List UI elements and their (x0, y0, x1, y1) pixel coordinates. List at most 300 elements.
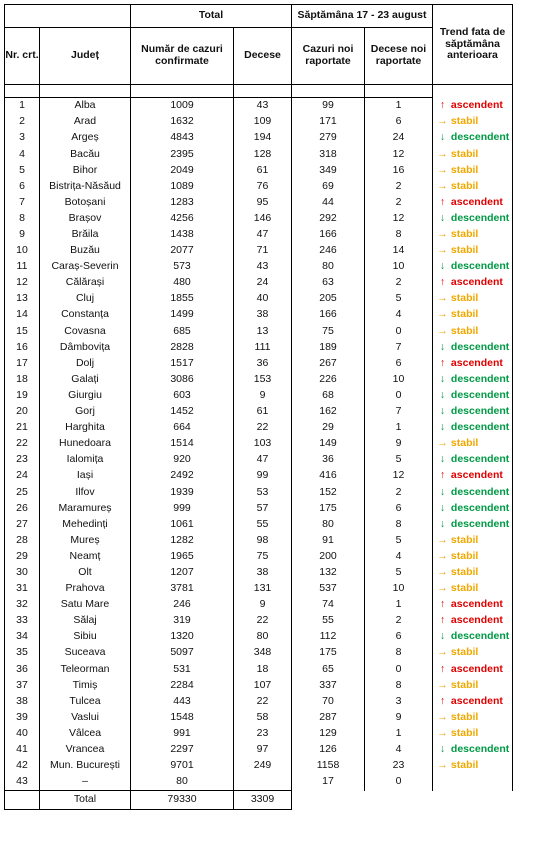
cell-decese: 43 (234, 259, 292, 275)
cell-decese: 47 (234, 227, 292, 243)
cell-cazuri-noi: 162 (292, 404, 365, 420)
cell-decese-noi: 14 (365, 243, 433, 259)
cell-trend (433, 710, 513, 726)
table-row (5, 275, 513, 291)
cell-cazuri: 1283 (131, 195, 234, 211)
cell-trend (433, 388, 513, 404)
cell-cazuri: 1438 (131, 227, 234, 243)
cell-trend (433, 597, 513, 613)
cell-decese-noi: 5 (365, 291, 433, 307)
total-cazuri: 79330 (131, 791, 234, 810)
cell-decese: 131 (234, 581, 292, 597)
header-decese: Decese (234, 28, 292, 85)
cell-judet: Mehedinți (40, 516, 131, 532)
cell-trend (433, 549, 513, 565)
cell-trend (433, 404, 513, 420)
cell-trend (433, 452, 513, 468)
table-row (5, 710, 513, 726)
cell-decese-noi: 12 (365, 468, 433, 484)
arrow-right-icon: → (437, 179, 448, 192)
cell-cazuri-noi: 149 (292, 436, 365, 452)
cell-judet: Bihor (40, 162, 131, 178)
cell-decese: 98 (234, 533, 292, 549)
trend-label: ascendent (450, 276, 503, 289)
cell-cazuri-noi: 69 (292, 178, 365, 194)
cell-decese: 36 (234, 356, 292, 372)
arrow-down-icon: ↓ (439, 485, 446, 498)
cell-decese-noi: 2 (365, 178, 433, 194)
cell-judet: Ilfov (40, 484, 131, 500)
arrow-right-icon: → (437, 147, 448, 160)
cell-cazuri: 3781 (131, 581, 234, 597)
cell-trend (433, 291, 513, 307)
cell-judet: Sibiu (40, 629, 131, 645)
cell-decese-noi: 23 (365, 758, 433, 774)
cell-trend (433, 162, 513, 178)
cell-judet: Gorj (40, 404, 131, 420)
cell-decese: 22 (234, 420, 292, 436)
cell-cazuri: 1061 (131, 516, 234, 532)
cell-trend (433, 645, 513, 661)
cell-trend (433, 436, 513, 452)
table-row (5, 661, 513, 677)
cell-nr: 34 (5, 629, 40, 645)
cell-decese-noi: 1 (365, 420, 433, 436)
cell-judet: Mun. București (40, 758, 131, 774)
header-spacer-row (5, 85, 513, 98)
arrow-right-icon: → (437, 244, 448, 257)
cell-trend (433, 243, 513, 259)
cell-cazuri-noi: 80 (292, 516, 365, 532)
cell-judet: Prahova (40, 581, 131, 597)
cell-cazuri-noi: 112 (292, 629, 365, 645)
table-row (5, 484, 513, 500)
cell-judet: Călărași (40, 275, 131, 291)
cell-nr: 31 (5, 581, 40, 597)
cell-decese: 99 (234, 468, 292, 484)
total-blank (292, 791, 513, 810)
trend-label: stabil (450, 582, 479, 595)
cell-nr: 41 (5, 742, 40, 758)
spacer-cell (40, 85, 131, 98)
cell-decese-noi: 0 (365, 774, 433, 791)
arrow-right-icon: → (437, 565, 448, 578)
cell-cazuri-noi: 152 (292, 484, 365, 500)
cell-nr: 20 (5, 404, 40, 420)
cell-decese: 61 (234, 404, 292, 420)
cell-cazuri: 1207 (131, 565, 234, 581)
cell-judet: Iași (40, 468, 131, 484)
trend-label: stabil (450, 565, 479, 578)
arrow-right-icon: → (437, 710, 448, 723)
cell-decese: 24 (234, 275, 292, 291)
table-row (5, 307, 513, 323)
arrow-down-icon: ↓ (439, 453, 446, 466)
cell-trend (433, 742, 513, 758)
cell-judet: Tulcea (40, 693, 131, 709)
cell-judet: Dolj (40, 356, 131, 372)
cell-decese: 146 (234, 211, 292, 227)
cell-decese-noi: 0 (365, 661, 433, 677)
cell-nr: 33 (5, 613, 40, 629)
table-row (5, 211, 513, 227)
arrow-right-icon: → (437, 228, 448, 241)
cell-decese: 75 (234, 549, 292, 565)
table-row (5, 178, 513, 194)
cell-decese-noi: 1 (365, 726, 433, 742)
trend-label: descendent (450, 517, 510, 530)
cell-decese: 23 (234, 726, 292, 742)
cell-decese-noi: 1 (365, 597, 433, 613)
cell-nr: 40 (5, 726, 40, 742)
cell-judet: Cluj (40, 291, 131, 307)
arrow-down-icon: ↓ (439, 743, 446, 756)
cell-decese: 111 (234, 339, 292, 355)
cell-trend (433, 677, 513, 693)
arrow-down-icon: ↓ (439, 211, 446, 224)
cell-decese-noi: 6 (365, 356, 433, 372)
cell-nr: 15 (5, 323, 40, 339)
cell-judet: Bistrița-Năsăud (40, 178, 131, 194)
cell-nr: 28 (5, 533, 40, 549)
cell-nr: 21 (5, 420, 40, 436)
cell-nr: 11 (5, 259, 40, 275)
cell-cazuri-noi: 65 (292, 661, 365, 677)
header-group-total: Total (131, 5, 292, 28)
cell-decese-noi: 10 (365, 259, 433, 275)
cell-decese-noi: 5 (365, 565, 433, 581)
cell-cazuri: 80 (131, 774, 234, 791)
trend-label: descendent (450, 485, 510, 498)
arrow-right-icon: → (437, 726, 448, 739)
table-row (5, 533, 513, 549)
trend-label: stabil (450, 324, 479, 337)
cell-judet: Mureș (40, 533, 131, 549)
table-row (5, 516, 513, 532)
cell-decese-noi: 12 (365, 211, 433, 227)
arrow-right-icon: → (437, 582, 448, 595)
cell-decese-noi: 0 (365, 323, 433, 339)
cell-trend (433, 275, 513, 291)
cell-nr: 24 (5, 468, 40, 484)
cell-decese-noi: 2 (365, 484, 433, 500)
cell-cazuri-noi: 132 (292, 565, 365, 581)
arrow-right-icon: → (437, 533, 448, 546)
cell-cazuri: 1499 (131, 307, 234, 323)
cell-judet: Suceava (40, 645, 131, 661)
table-row (5, 339, 513, 355)
trend-label: descendent (450, 453, 510, 466)
cell-judet: Galați (40, 372, 131, 388)
cell-decese: 348 (234, 645, 292, 661)
cell-decese: 22 (234, 693, 292, 709)
cell-trend (433, 484, 513, 500)
header-group-row (5, 5, 513, 28)
spacer-cell (131, 85, 234, 98)
cell-cazuri-noi: 75 (292, 323, 365, 339)
cell-decese-noi: 5 (365, 452, 433, 468)
cell-judet: Constanța (40, 307, 131, 323)
cell-judet: Vaslui (40, 710, 131, 726)
trend-label: ascendent (450, 195, 503, 208)
arrow-right-icon: → (437, 437, 448, 450)
table-row (5, 356, 513, 372)
cell-decese: 153 (234, 372, 292, 388)
table-row (5, 500, 513, 516)
table-row (5, 146, 513, 162)
arrow-up-icon: ↑ (439, 469, 446, 482)
table-row (5, 549, 513, 565)
cell-nr: 12 (5, 275, 40, 291)
table-row (5, 597, 513, 613)
cell-decese-noi: 3 (365, 693, 433, 709)
trend-label: descendent (450, 260, 510, 273)
cell-decese-noi: 4 (365, 549, 433, 565)
cell-judet: Covasna (40, 323, 131, 339)
cell-nr: 27 (5, 516, 40, 532)
cell-cazuri-noi: 44 (292, 195, 365, 211)
cell-decese-noi: 12 (365, 146, 433, 162)
cell-nr: 30 (5, 565, 40, 581)
arrow-right-icon: → (437, 292, 448, 305)
cell-decese-noi: 6 (365, 114, 433, 130)
trend-label: stabil (450, 292, 479, 305)
cell-decese: 103 (234, 436, 292, 452)
cell-decese-noi: 2 (365, 275, 433, 291)
cell-nr: 2 (5, 114, 40, 130)
trend-label: stabil (450, 179, 479, 192)
arrow-up-icon: ↑ (439, 276, 446, 289)
cell-cazuri-noi: 189 (292, 339, 365, 355)
cell-cazuri-noi: 74 (292, 597, 365, 613)
cell-decese-noi: 6 (365, 500, 433, 516)
trend-label: ascendent (450, 469, 503, 482)
arrow-right-icon: → (437, 115, 448, 128)
cell-decese-noi: 9 (365, 710, 433, 726)
cell-judet: Neamț (40, 549, 131, 565)
cell-nr: 6 (5, 178, 40, 194)
cell-trend (433, 516, 513, 532)
cell-nr: 37 (5, 677, 40, 693)
cell-decese: 40 (234, 291, 292, 307)
cell-decese-noi: 2 (365, 195, 433, 211)
arrow-right-icon: → (437, 678, 448, 691)
cell-decese-noi: 8 (365, 677, 433, 693)
cell-cazuri: 999 (131, 500, 234, 516)
cell-cazuri: 2077 (131, 243, 234, 259)
cell-cazuri: 1517 (131, 356, 234, 372)
table-row (5, 291, 513, 307)
table-row (5, 323, 513, 339)
arrow-up-icon: ↑ (439, 356, 446, 369)
cell-trend (433, 468, 513, 484)
cell-decese: 97 (234, 742, 292, 758)
arrow-right-icon: → (437, 163, 448, 176)
cell-judet: Sălaj (40, 613, 131, 629)
trend-label: descendent (450, 372, 510, 385)
cell-decese: 76 (234, 178, 292, 194)
cell-trend (433, 356, 513, 372)
cell-nr: 13 (5, 291, 40, 307)
cell-cazuri-noi: 267 (292, 356, 365, 372)
arrow-right-icon: → (437, 308, 448, 321)
cell-judet: Botoșani (40, 195, 131, 211)
arrow-up-icon: ↑ (439, 662, 446, 675)
cell-cazuri-noi: 171 (292, 114, 365, 130)
spacer-cell (5, 85, 40, 98)
table-row (5, 565, 513, 581)
arrow-down-icon: ↓ (439, 421, 446, 434)
total-empty-cell (5, 791, 40, 810)
cell-cazuri-noi: 318 (292, 146, 365, 162)
cell-cazuri-noi: 80 (292, 259, 365, 275)
arrow-up-icon: ↑ (439, 694, 446, 707)
cell-decese (234, 774, 292, 791)
cell-judet: Harghita (40, 420, 131, 436)
cell-decese-noi: 10 (365, 581, 433, 597)
cell-cazuri-noi: 175 (292, 645, 365, 661)
cell-cazuri-noi: 175 (292, 500, 365, 516)
cell-cazuri: 1089 (131, 178, 234, 194)
cell-trend (433, 613, 513, 629)
cell-judet: Ialomița (40, 452, 131, 468)
cell-cazuri-noi: 17 (292, 774, 365, 791)
trend-label: descendent (450, 743, 510, 756)
spacer-cell (365, 85, 433, 98)
cell-decese-noi: 5 (365, 533, 433, 549)
cell-trend (433, 758, 513, 774)
cell-decese: 38 (234, 565, 292, 581)
trend-label: stabil (450, 678, 479, 691)
cell-trend (433, 565, 513, 581)
table-row (5, 677, 513, 693)
arrow-down-icon: ↓ (439, 501, 446, 514)
cell-nr: 42 (5, 758, 40, 774)
cell-judet: Caraș-Severin (40, 259, 131, 275)
trend-label: descendent (450, 131, 510, 144)
trend-label: descendent (450, 405, 510, 418)
cell-cazuri: 1965 (131, 549, 234, 565)
table-row (5, 726, 513, 742)
trend-label: stabil (450, 228, 479, 241)
cell-cazuri-noi: 70 (292, 693, 365, 709)
cell-decese: 71 (234, 243, 292, 259)
table-row (5, 468, 513, 484)
cell-trend (433, 774, 513, 791)
cell-cazuri-noi: 29 (292, 420, 365, 436)
cell-decese: 38 (234, 307, 292, 323)
trend-label: stabil (450, 437, 479, 450)
cell-judet: Bacău (40, 146, 131, 162)
table-row (5, 774, 513, 791)
cell-decese-noi: 0 (365, 388, 433, 404)
cell-cazuri-noi: 287 (292, 710, 365, 726)
cell-decese: 128 (234, 146, 292, 162)
table-row (5, 243, 513, 259)
table-row (5, 758, 513, 774)
cell-cazuri: 480 (131, 275, 234, 291)
cell-trend (433, 211, 513, 227)
table-row (5, 162, 513, 178)
cell-trend (433, 533, 513, 549)
table-row (5, 259, 513, 275)
cell-cazuri-noi: 55 (292, 613, 365, 629)
spacer-cell (234, 85, 292, 98)
cell-nr: 17 (5, 356, 40, 372)
header-nr: Nr. crt. (5, 28, 40, 85)
cell-decese: 9 (234, 597, 292, 613)
cell-cazuri: 2828 (131, 339, 234, 355)
cell-nr: 16 (5, 339, 40, 355)
trend-label: stabil (450, 726, 479, 739)
cell-cazuri: 9701 (131, 758, 234, 774)
table-row (5, 114, 513, 130)
table-row (5, 130, 513, 146)
trend-label: ascendent (450, 99, 503, 112)
cell-trend (433, 195, 513, 211)
cell-trend (433, 146, 513, 162)
cell-cazuri: 1514 (131, 436, 234, 452)
cell-decese-noi: 10 (365, 372, 433, 388)
table-row (5, 227, 513, 243)
trend-label: ascendent (450, 614, 503, 627)
cell-decese: 22 (234, 613, 292, 629)
trend-label: ascendent (450, 598, 503, 611)
cell-cazuri: 1452 (131, 404, 234, 420)
table-row (5, 581, 513, 597)
cell-cazuri: 573 (131, 259, 234, 275)
trend-label: stabil (450, 646, 479, 659)
cell-cazuri-noi: 205 (292, 291, 365, 307)
cell-trend (433, 372, 513, 388)
cell-cazuri: 2395 (131, 146, 234, 162)
cell-trend (433, 629, 513, 645)
cell-cazuri-noi: 200 (292, 549, 365, 565)
cell-cazuri-noi: 416 (292, 468, 365, 484)
trend-label: stabil (450, 710, 479, 723)
total-row (5, 791, 513, 810)
trend-label: descendent (450, 501, 510, 514)
table-row (5, 372, 513, 388)
cell-trend (433, 259, 513, 275)
cell-decese-noi: 4 (365, 307, 433, 323)
cell-judet: Dâmbovița (40, 339, 131, 355)
cell-cazuri: 603 (131, 388, 234, 404)
cell-cazuri: 1855 (131, 291, 234, 307)
table-row (5, 613, 513, 629)
table-row (5, 420, 513, 436)
arrow-down-icon: ↓ (439, 517, 446, 530)
arrow-right-icon: → (437, 549, 448, 562)
spacer-cell (433, 85, 513, 98)
cell-decese: 80 (234, 629, 292, 645)
cell-cazuri-noi: 1158 (292, 758, 365, 774)
cell-nr: 29 (5, 549, 40, 565)
cell-cazuri: 1632 (131, 114, 234, 130)
cell-decese-noi: 2 (365, 613, 433, 629)
cell-nr: 18 (5, 372, 40, 388)
table-row (5, 452, 513, 468)
cell-decese-noi: 24 (365, 130, 433, 146)
trend-label: descendent (450, 421, 510, 434)
cell-cazuri: 1548 (131, 710, 234, 726)
cell-cazuri: 4256 (131, 211, 234, 227)
table-row (5, 195, 513, 211)
arrow-down-icon: ↓ (439, 340, 446, 353)
cell-cazuri-noi: 537 (292, 581, 365, 597)
table-row (5, 645, 513, 661)
header-group-week: Săptămâna 17 - 23 august (292, 5, 433, 28)
